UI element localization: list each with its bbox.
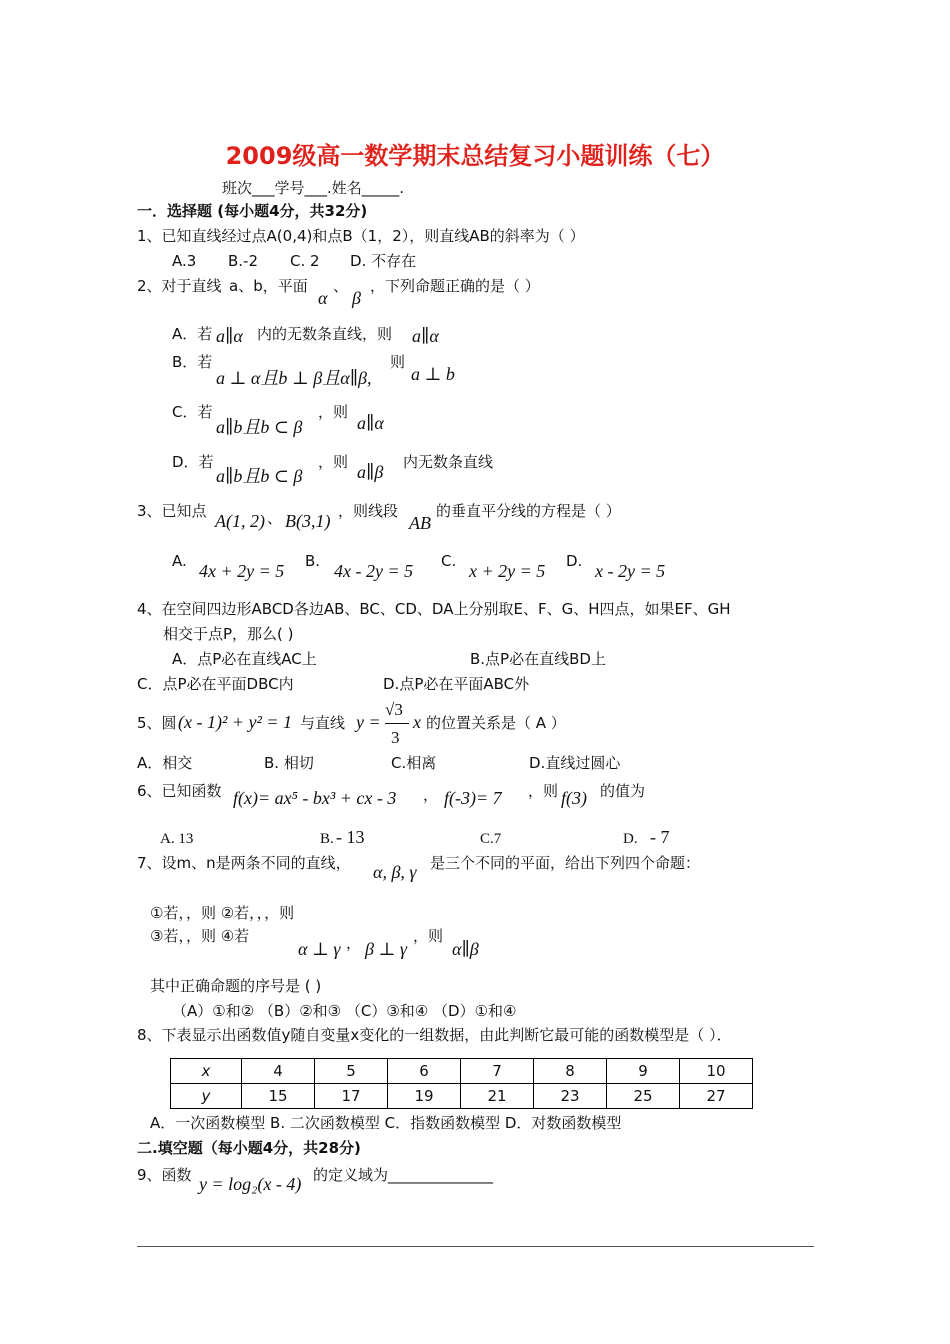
q7-options: （A）①和② （B）②和③ （C）③和④ （D）①和④: [172, 1002, 517, 1020]
q5-option-d: D.直线过圆心: [529, 754, 621, 772]
q5-option-b: B. 相切: [264, 754, 314, 772]
table-cell: 10: [680, 1059, 753, 1084]
table-cell: 25: [607, 1084, 680, 1109]
q6-option-a: A. 13: [160, 831, 194, 847]
table-cell: 4: [242, 1059, 315, 1084]
q6-condition: f(-3)= 7: [444, 788, 502, 808]
q2-option-a-math2: a∥α: [412, 326, 439, 346]
q5-stem-suffix: 的位置关系是（ A ）: [426, 714, 566, 732]
table-cell: 8: [534, 1059, 607, 1084]
q2-option-c-math2: a∥α: [357, 413, 384, 433]
q3-option-b: 4x - 2y = 5: [334, 561, 414, 581]
footer-divider: [137, 1246, 814, 1247]
q3-option-b-label: B.: [305, 552, 321, 570]
q2-option-a-label: A．若: [172, 325, 213, 343]
q2-option-b-math2: a ⊥ b: [411, 364, 455, 384]
q2-option-b-then: 则: [390, 353, 406, 371]
q2-option-d-text: 内无数条直线: [403, 453, 494, 471]
q4-option-c: C．点P必在平面DBC内: [137, 675, 294, 693]
q2-beta: β: [352, 288, 361, 308]
q4-option-d: D.点P必在平面ABC外: [383, 675, 530, 693]
q7-planes: α, β, γ: [373, 862, 417, 882]
q7-comma: ，: [346, 934, 362, 952]
q7-condition-2: β ⊥ γ: [365, 939, 407, 959]
q8-data-table: [170, 1058, 753, 1109]
q5-stem-prefix: 5、圆: [137, 714, 177, 732]
q5-line-lhs: y =: [356, 712, 381, 732]
q6-function: f(x)= ax⁵ - bx³ + cx - 3: [233, 788, 397, 808]
q2-option-d-math2: a∥β: [357, 462, 384, 482]
student-info: 班次___学号___.姓名_____.: [222, 179, 405, 197]
document-title: 2009级高一数学期末总结复习小题训练（七）: [225, 142, 725, 170]
q6-option-c: C.7: [480, 831, 502, 847]
q9-stem-prefix: 9、函数: [137, 1166, 192, 1184]
q6-sep: ，: [423, 786, 439, 804]
q3-option-c: x + 2y = 5: [469, 561, 546, 581]
q3-point-b: B(3,1): [285, 511, 331, 531]
q2-option-d-then: ，则: [318, 453, 349, 471]
q8-stem: 8、下表显示出函数值y随自变量x变化的一组数据，由此判断它最可能的函数模型是（ ）．: [137, 1026, 732, 1044]
q4-stem-line1: 4、在空间四边形ABCD各边AB、BC、CD、DA上分别取E、F、G、H四点，如果EF、GH: [137, 600, 731, 618]
q1-option-c: C. 2: [290, 252, 320, 270]
q2-option-b-math: a ⊥ α且b ⊥ β且α∥β,: [216, 368, 372, 388]
q2-dun: 、: [333, 277, 349, 295]
q7-stem-prefix: 7、设m、n是两条不同的直线，: [137, 854, 351, 872]
q1-option-d: D. 不存在: [350, 252, 417, 270]
q1-stem: 1、已知直线经过点A(0,4)和点B（1，2），则直线AB的斜率为（ ）: [137, 227, 585, 245]
q2-stem-suffix: ，下列命题正确的是（ ）: [370, 277, 540, 295]
q6-ask: f(3): [561, 788, 587, 808]
q2-option-a-text: 内的无数条直线，则: [257, 325, 393, 343]
q2-option-d-label: D．若: [172, 453, 214, 471]
q6-stem-mid: ，则: [528, 782, 559, 800]
q6-stem-suffix: 的值为: [600, 782, 646, 800]
section-fill-heading: 二.填空题（每小题4分，共28分): [137, 1139, 361, 1157]
q6-option-b: - 13: [336, 827, 365, 847]
q7-proposition-line1: ①若，，则 ②若，，，则: [150, 904, 295, 922]
table-row-label-y: y: [171, 1084, 242, 1109]
q2-stem-mid: a、b，平面: [229, 277, 308, 295]
q5-option-a: A．相交: [137, 754, 193, 772]
q2-alpha: α: [318, 288, 328, 308]
q3-option-d: x - 2y = 5: [595, 561, 666, 581]
q2-option-d-math: a∥b且b ⊂ β: [216, 466, 303, 486]
table-cell: 27: [680, 1084, 753, 1109]
table-row: [171, 1084, 753, 1109]
table-cell: 17: [315, 1084, 388, 1109]
q5-option-c: C.相离: [391, 754, 437, 772]
q3-stem-prefix: 3、已知点: [137, 502, 207, 520]
table-cell: 19: [388, 1084, 461, 1109]
q6-option-d-label: D.: [623, 831, 638, 847]
q3-stem-suffix: 的垂直平分线的方程是（ ）: [436, 502, 621, 520]
q3-option-a-label: A.: [172, 552, 187, 570]
q3-option-a: 4x + 2y = 5: [199, 561, 285, 581]
q6-stem-prefix: 6、已知函数: [137, 782, 222, 800]
q3-point-a: A(1, 2): [215, 511, 265, 531]
q6-option-d: - 7: [650, 827, 670, 847]
q1-option-a: A.3: [172, 252, 197, 270]
q3-option-c-label: C.: [441, 552, 457, 570]
q2-option-c-label: C．若: [172, 403, 213, 421]
table-cell: 7: [461, 1059, 534, 1084]
section-choice-heading: 一．选择题 (每小题4分，共32分): [137, 202, 368, 220]
q2-option-a-math1: a∥α: [216, 326, 243, 346]
q5-fraction-denominator: 3: [391, 728, 400, 747]
table-cell: 9: [607, 1059, 680, 1084]
q2-option-c-then: ，则: [318, 403, 349, 421]
table-cell: 5: [315, 1059, 388, 1084]
table-row-label-x: x: [171, 1059, 242, 1084]
q4-option-b: B.点P必在直线BD上: [470, 650, 606, 668]
q3-sep: 、: [267, 509, 283, 527]
q2-option-b-label: B．若: [172, 353, 213, 371]
q7-ask: 其中正确命题的序号是 ( ): [150, 977, 322, 995]
q3-segment: AB: [409, 513, 431, 533]
q5-line-x: x: [413, 712, 421, 732]
q6-option-b-label: B.: [320, 831, 334, 847]
q5-fraction-bar: [385, 723, 409, 724]
q2-stem-prefix: 2、对于直线: [137, 277, 222, 295]
q2-option-c-math: a∥b且b ⊂ β: [216, 417, 303, 437]
table-cell: 15: [242, 1084, 315, 1109]
table-cell: 21: [461, 1084, 534, 1109]
q9-stem-suffix: 的定义域为______________: [313, 1166, 494, 1184]
q5-fraction-numerator: √3: [385, 700, 403, 719]
q5-stem-mid: 与直线: [300, 714, 346, 732]
table-cell: 6: [388, 1059, 461, 1084]
q4-option-a: A．点P必在直线AC上: [172, 650, 317, 668]
q7-then: ，则: [413, 927, 444, 945]
q1-option-b: B.-2: [228, 252, 259, 270]
table-cell: 23: [534, 1084, 607, 1109]
q7-stem-suffix: 是三个不同的平面，给出下列四个命题：: [430, 854, 701, 872]
q8-options: A．一次函数模型 B. 二次函数模型 C．指数函数模型 D．对数函数模型: [150, 1114, 622, 1132]
q7-condition-1: α ⊥ γ: [298, 939, 341, 959]
q5-circle-equation: (x - 1)² + y² = 1: [178, 712, 293, 732]
q4-stem-line2: 相交于点P，那么( ): [163, 625, 294, 643]
q3-option-d-label: D.: [566, 552, 583, 570]
table-row: [171, 1059, 753, 1084]
q7-conclusion: α∥β: [452, 939, 479, 959]
q3-stem-mid: ，则线段: [338, 502, 399, 520]
q9-function: y = log₂(x - 4): [199, 1174, 302, 1194]
q7-proposition-line2: ③若，，则 ④若: [150, 927, 250, 945]
